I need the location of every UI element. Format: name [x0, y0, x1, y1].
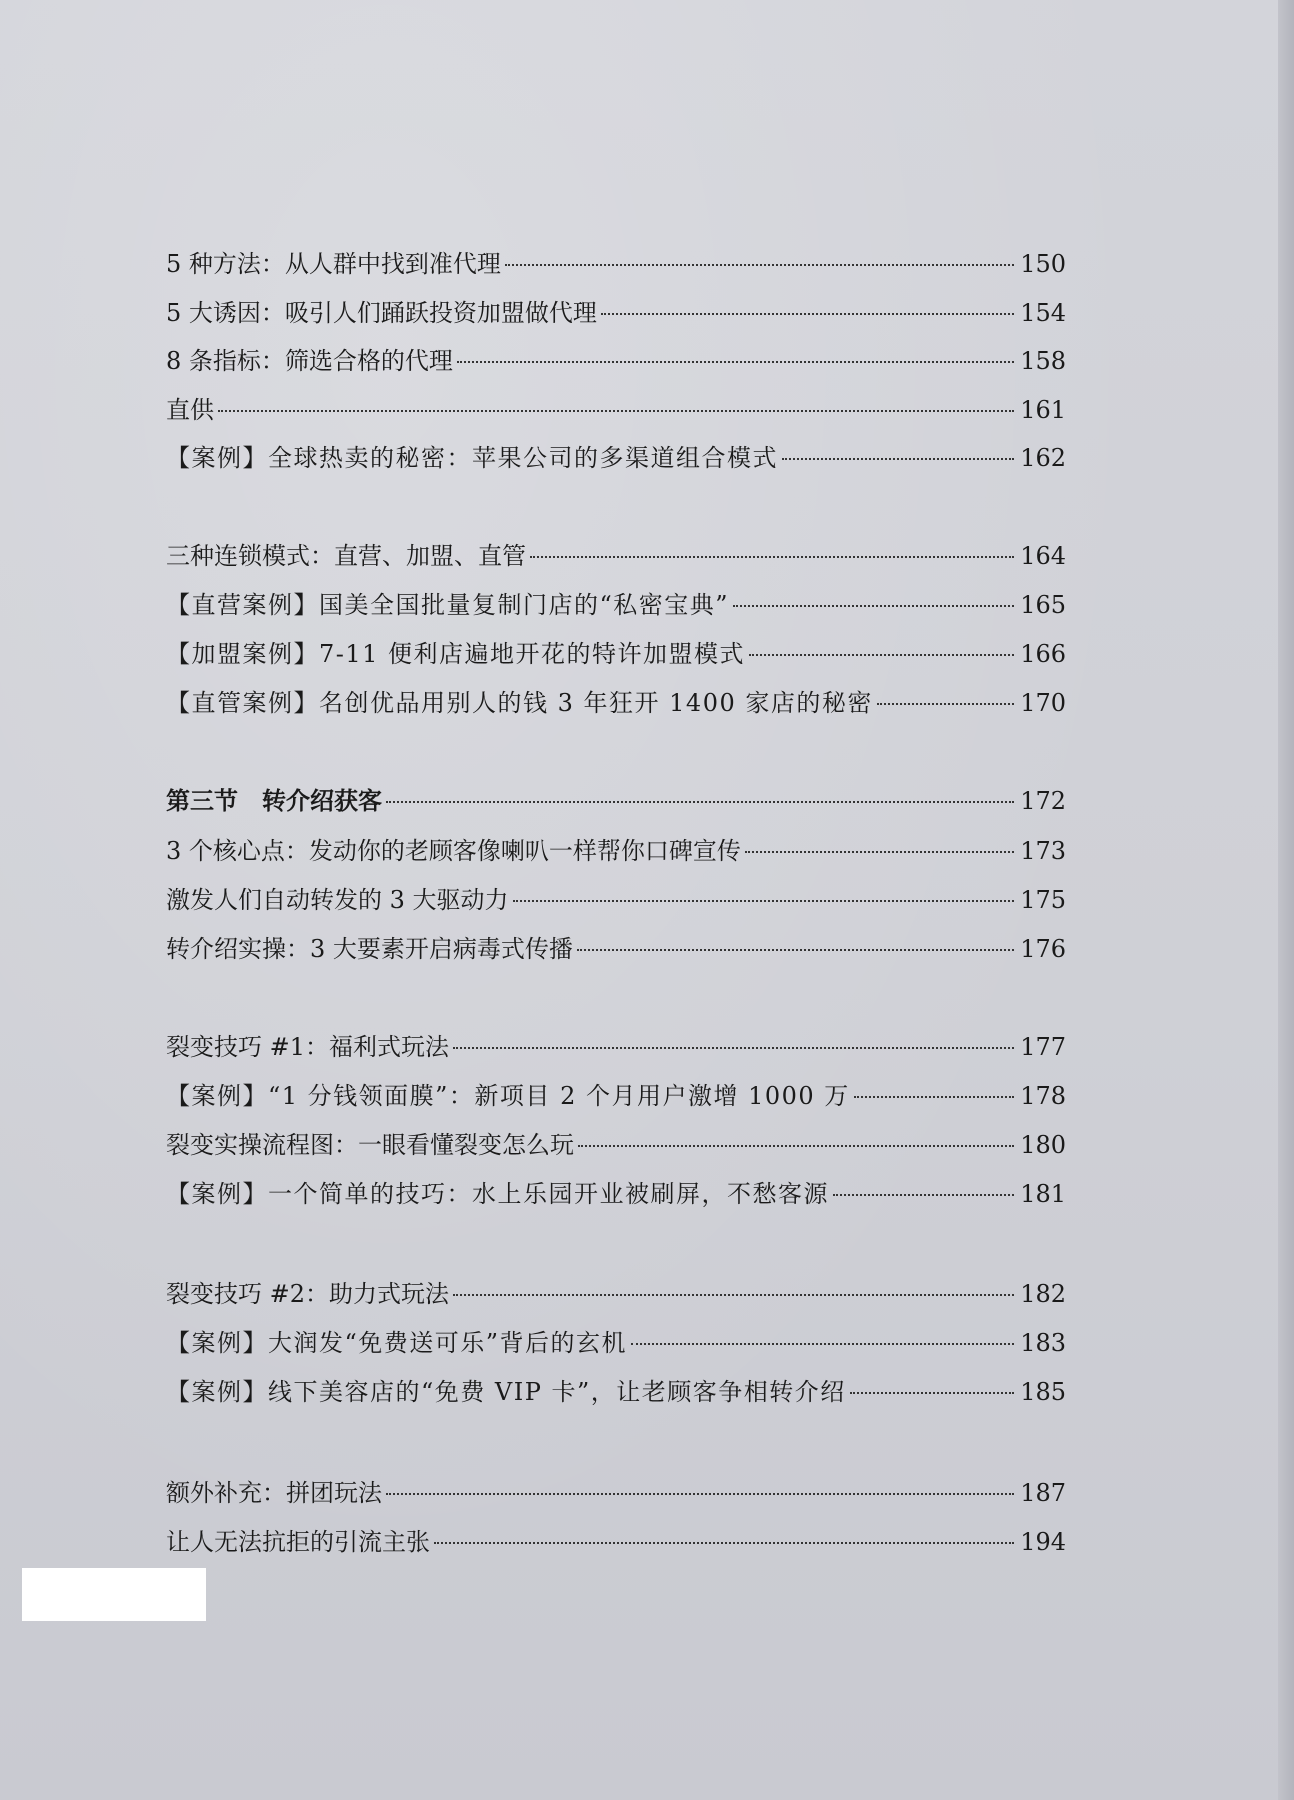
toc-entry — [166, 244, 1066, 284]
toc-section-heading — [166, 781, 1066, 821]
toc-entry-page: 182 — [1020, 1280, 1066, 1308]
toc-entry-page: 173 — [1020, 837, 1066, 865]
toc-entry-page: 172 — [1020, 787, 1066, 815]
toc-entry — [166, 831, 1066, 871]
toc-entry — [166, 1473, 1066, 1513]
toc-entry — [166, 1125, 1066, 1165]
toc-entry-page: 161 — [1020, 396, 1066, 424]
toc-entry-title: 裂变实操流程图：一眼看懂裂变怎么玩 — [166, 1131, 574, 1159]
toc-entry-case — [166, 683, 1066, 723]
dot-leader — [386, 801, 1014, 803]
dot-leader — [505, 264, 1014, 266]
dot-leader — [877, 703, 1014, 705]
dot-leader — [833, 1194, 1014, 1196]
toc-entry-title: 第三节 转介绍获客 — [166, 786, 382, 815]
toc-entry-page: 176 — [1020, 935, 1066, 963]
toc-entry-title: 5 大诱因：吸引人们踊跃投资加盟做代理 — [166, 299, 597, 327]
dot-leader — [453, 1294, 1014, 1296]
dot-leader — [733, 605, 1014, 607]
dot-leader — [386, 1493, 1014, 1495]
dot-leader — [577, 949, 1014, 951]
toc-entry-page: 183 — [1020, 1329, 1066, 1357]
toc-entry-title: 【案例】全球热卖的秘密：苹果公司的多渠道组合模式 — [166, 444, 778, 472]
toc-entry-title: 【案例】“1 分钱领面膜”：新项目 2 个月用户激增 1000 万 — [166, 1082, 850, 1110]
toc-entry-case — [166, 1174, 1066, 1214]
toc-entry-page: 180 — [1020, 1131, 1066, 1159]
dot-leader — [453, 1047, 1014, 1049]
toc-entry — [166, 1027, 1066, 1067]
dot-leader — [457, 361, 1014, 363]
dot-leader — [218, 410, 1014, 412]
toc-entry — [166, 1274, 1066, 1314]
toc-entry-title: 【加盟案例】7-11 便利店遍地开花的特许加盟模式 — [166, 640, 746, 668]
dot-leader — [850, 1392, 1014, 1394]
toc-entry-title: 转介绍实操：3 大要素开启病毒式传播 — [166, 935, 573, 963]
dot-leader — [434, 1542, 1014, 1544]
toc-entry-case — [166, 1372, 1066, 1412]
toc-entry-page: 181 — [1020, 1180, 1066, 1208]
toc-entry — [166, 880, 1066, 920]
toc-entry — [166, 390, 1066, 430]
toc-entry-title: 裂变技巧 #1：福利式玩法 — [166, 1033, 450, 1061]
dot-leader — [631, 1343, 1014, 1345]
toc-entry-case — [166, 438, 1066, 478]
toc-entry-title: 8 条指标：筛选合格的代理 — [166, 347, 453, 375]
toc-entry-title: 直供 — [166, 396, 214, 424]
toc-entry — [166, 1522, 1066, 1562]
dot-leader — [578, 1145, 1014, 1147]
dot-leader — [530, 556, 1014, 558]
toc-entry-page: 166 — [1020, 640, 1066, 668]
toc-entry — [166, 929, 1066, 969]
toc-entry-page: 162 — [1020, 444, 1066, 472]
toc-entry-title: 3 个核心点：发动你的老顾客像喇叭一样帮你口碑宣传 — [166, 837, 741, 865]
toc-entry-title: 【直管案例】名创优品用别人的钱 3 年狂开 1400 家店的秘密 — [166, 689, 873, 717]
toc-entry-title: 裂变技巧 #2：助力式玩法 — [166, 1280, 450, 1308]
toc-entry-title: 激发人们自动转发的 3 大驱动力 — [166, 886, 509, 914]
dot-leader — [782, 458, 1014, 460]
toc-entry-page: 187 — [1020, 1479, 1066, 1507]
toc-entry-page: 175 — [1020, 886, 1066, 914]
toc-entry-case — [166, 585, 1066, 625]
dot-leader — [513, 900, 1015, 902]
toc-entry-title: 让人无法抗拒的引流主张 — [166, 1528, 430, 1556]
toc-entry — [166, 293, 1066, 333]
toc-entry-page: 178 — [1020, 1082, 1066, 1110]
toc-entry-page: 150 — [1020, 250, 1066, 278]
toc-entry-page: 177 — [1020, 1033, 1066, 1061]
toc-entry-page: 194 — [1020, 1528, 1066, 1556]
toc-entry-title: 5 种方法：从人群中找到准代理 — [166, 250, 501, 278]
page-edge-shadow — [1278, 0, 1294, 1800]
toc-entry-title: 【案例】线下美容店的“免费 VIP 卡”，让老顾客争相转介绍 — [166, 1378, 846, 1406]
toc-entry — [166, 536, 1066, 576]
toc-entry — [166, 341, 1066, 381]
toc-entry-page: 154 — [1020, 299, 1066, 327]
toc-entry-page: 185 — [1020, 1378, 1066, 1406]
dot-leader — [745, 851, 1014, 853]
dot-leader — [854, 1096, 1014, 1098]
toc-entry-title: 【直营案例】国美全国批量复制门店的“私密宝典” — [166, 591, 730, 619]
redaction-block — [22, 1568, 206, 1621]
toc-entry-case — [166, 634, 1066, 674]
dot-leader — [749, 654, 1014, 656]
toc-entry-title: 【案例】大润发“免费送可乐”背后的玄机 — [166, 1329, 628, 1357]
toc-entry-page: 164 — [1020, 542, 1066, 570]
toc-entry-page: 165 — [1020, 591, 1066, 619]
toc-entry-title: 三种连锁模式：直营、加盟、直管 — [166, 542, 526, 570]
toc-entry-case — [166, 1076, 1066, 1116]
toc-entry-page: 170 — [1020, 689, 1066, 717]
toc-entry-title: 额外补充：拼团玩法 — [166, 1479, 382, 1507]
toc-entry-page: 158 — [1020, 347, 1066, 375]
dot-leader — [601, 313, 1014, 315]
toc-entry-title: 【案例】一个简单的技巧：水上乐园开业被刷屏，不愁客源 — [166, 1180, 829, 1208]
toc-entry-case — [166, 1323, 1066, 1363]
